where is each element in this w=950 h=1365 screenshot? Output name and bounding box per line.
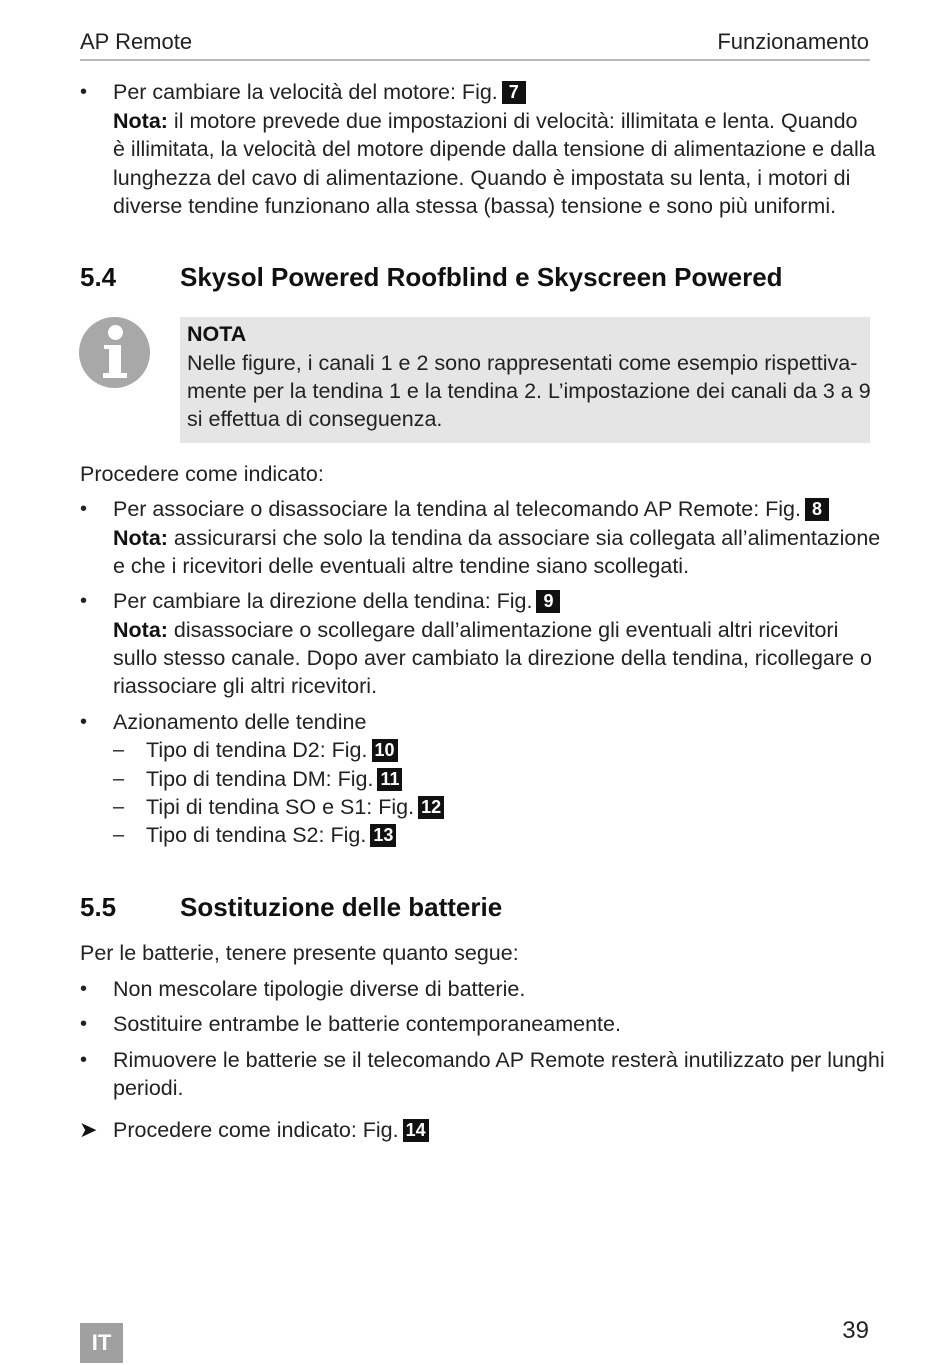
figure-ref-badge: 13 [370, 824, 396, 847]
note-line: diverse tendine funzionano alla stessa (bassa) tensione e sono più uniformi. [113, 194, 837, 218]
bullet-marker: • [80, 711, 88, 733]
figure-ref-badge: 10 [372, 739, 398, 762]
note-line: Nelle figure, i canali 1 e 2 sono rappresentati come esempio rispettiva- [187, 351, 858, 375]
note-line: è illimitata, la velocità del motore dipende dalla tensione di alimentazione e dalla [113, 137, 876, 161]
bullet-marker: • [80, 81, 88, 103]
list-item-text: Per associare o disassociare la tendina al telecomando AP Remote: Fig. [113, 497, 801, 521]
info-icon [79, 317, 150, 388]
note-text: il motore prevede due impostazioni di velocità: illimitata e lenta. Quando [173, 109, 858, 133]
list-item: Rimuovere le batterie se il telecomando AP Remote resterà inutilizzato per lunghi [113, 1048, 885, 1072]
bullet-marker: • [80, 1049, 88, 1071]
sub-list-item-text: Tipo di tendina D2: Fig. [146, 738, 368, 762]
paragraph-intro: Per le batterie, tenere presente quanto segue: [80, 941, 519, 965]
note-line [113, 524, 880, 552]
dash-marker: – [113, 739, 125, 761]
sub-list-item-text: Tipo di tendina S2: Fig. [146, 823, 367, 847]
bullet-marker: • [80, 498, 88, 520]
list-item-motor-speed [113, 78, 526, 106]
figure-ref-badge: 11 [377, 768, 402, 791]
bullet-marker: • [80, 590, 88, 612]
section-number: 5.4 [80, 262, 117, 292]
note-line: lunghezza del cavo di alimentazione. Quando è impostata su lenta, i motori di [113, 166, 851, 190]
list-item-text: Per cambiare la direzione della tendina: Fig. [113, 589, 533, 613]
paragraph-intro: Procedere come indicato: [80, 462, 324, 486]
sub-list-item-text: Tipi di tendina SO e S1: Fig. [146, 795, 415, 819]
list-item-text: Per cambiare la velocità del motore: Fig. [113, 80, 498, 104]
note-label: Nota: [113, 526, 168, 550]
section-number: 5.5 [80, 892, 117, 922]
action-step-text: Procedere come indicato: Fig. [113, 1118, 399, 1142]
sub-list-item [146, 821, 396, 849]
sub-list-item-text: Tipo di tendina DM: Fig. [146, 767, 374, 791]
dash-marker: – [113, 824, 125, 846]
note-line [113, 107, 858, 135]
note-title: NOTA [187, 322, 247, 346]
bullet-marker: • [80, 1013, 88, 1035]
note-line: sullo stesso canale. Dopo aver cambiato la direzione della tendina, ricollegare o [113, 646, 872, 670]
note-label: Nota: [113, 618, 168, 642]
action-step [113, 1116, 429, 1144]
list-item-continuation: periodi. [113, 1076, 184, 1100]
note-text: assicurarsi che solo la tendina da associare sia collegata all’alimentazione [173, 526, 881, 550]
note-text: disassociare o scollegare dall’alimentazione gli eventuali altri ricevitori [173, 618, 839, 642]
header-product-name: AP Remote [80, 29, 193, 54]
dash-marker: – [113, 768, 125, 790]
header-chapter-name: Funzionamento [717, 29, 869, 54]
note-line: e che i ricevitori delle eventuali altre tendine siano scollegati. [113, 554, 690, 578]
arrow-right-icon: ➤ [79, 1117, 98, 1142]
section-title: Skysol Powered Roofblind e Skyscreen Powered [180, 262, 783, 292]
header-divider [80, 59, 870, 61]
bullet-marker: • [80, 978, 88, 1000]
language-tag: IT [80, 1323, 123, 1363]
sub-list-item [146, 793, 444, 821]
note-line: riassociare gli altri ricevitori. [113, 674, 378, 698]
figure-ref-badge: 14 [403, 1119, 429, 1142]
sub-list-item [146, 765, 402, 793]
list-item-direction [113, 587, 560, 615]
note-line: si effettua di conseguenza. [187, 407, 443, 431]
note-line: mente per la tendina 1 e la tendina 2. L’impostazione dei canali da 3 a 9 [187, 379, 871, 403]
sub-list-item [146, 736, 398, 764]
figure-ref-badge: 7 [502, 81, 526, 104]
note-label: Nota: [113, 109, 168, 133]
figure-ref-badge: 12 [418, 796, 444, 819]
page-number: 39 [842, 1317, 869, 1344]
figure-ref-badge: 9 [536, 590, 560, 613]
list-item: Sostituire entrambe le batterie contemporaneamente. [113, 1012, 621, 1036]
note-line [113, 616, 838, 644]
list-item-pairing [113, 495, 829, 523]
figure-ref-badge: 8 [805, 498, 829, 521]
dash-marker: – [113, 796, 125, 818]
list-item-operation: Azionamento delle tendine [113, 710, 367, 734]
list-item: Non mescolare tipologie diverse di batterie. [113, 977, 526, 1001]
section-title: Sostituzione delle batterie [180, 892, 503, 922]
